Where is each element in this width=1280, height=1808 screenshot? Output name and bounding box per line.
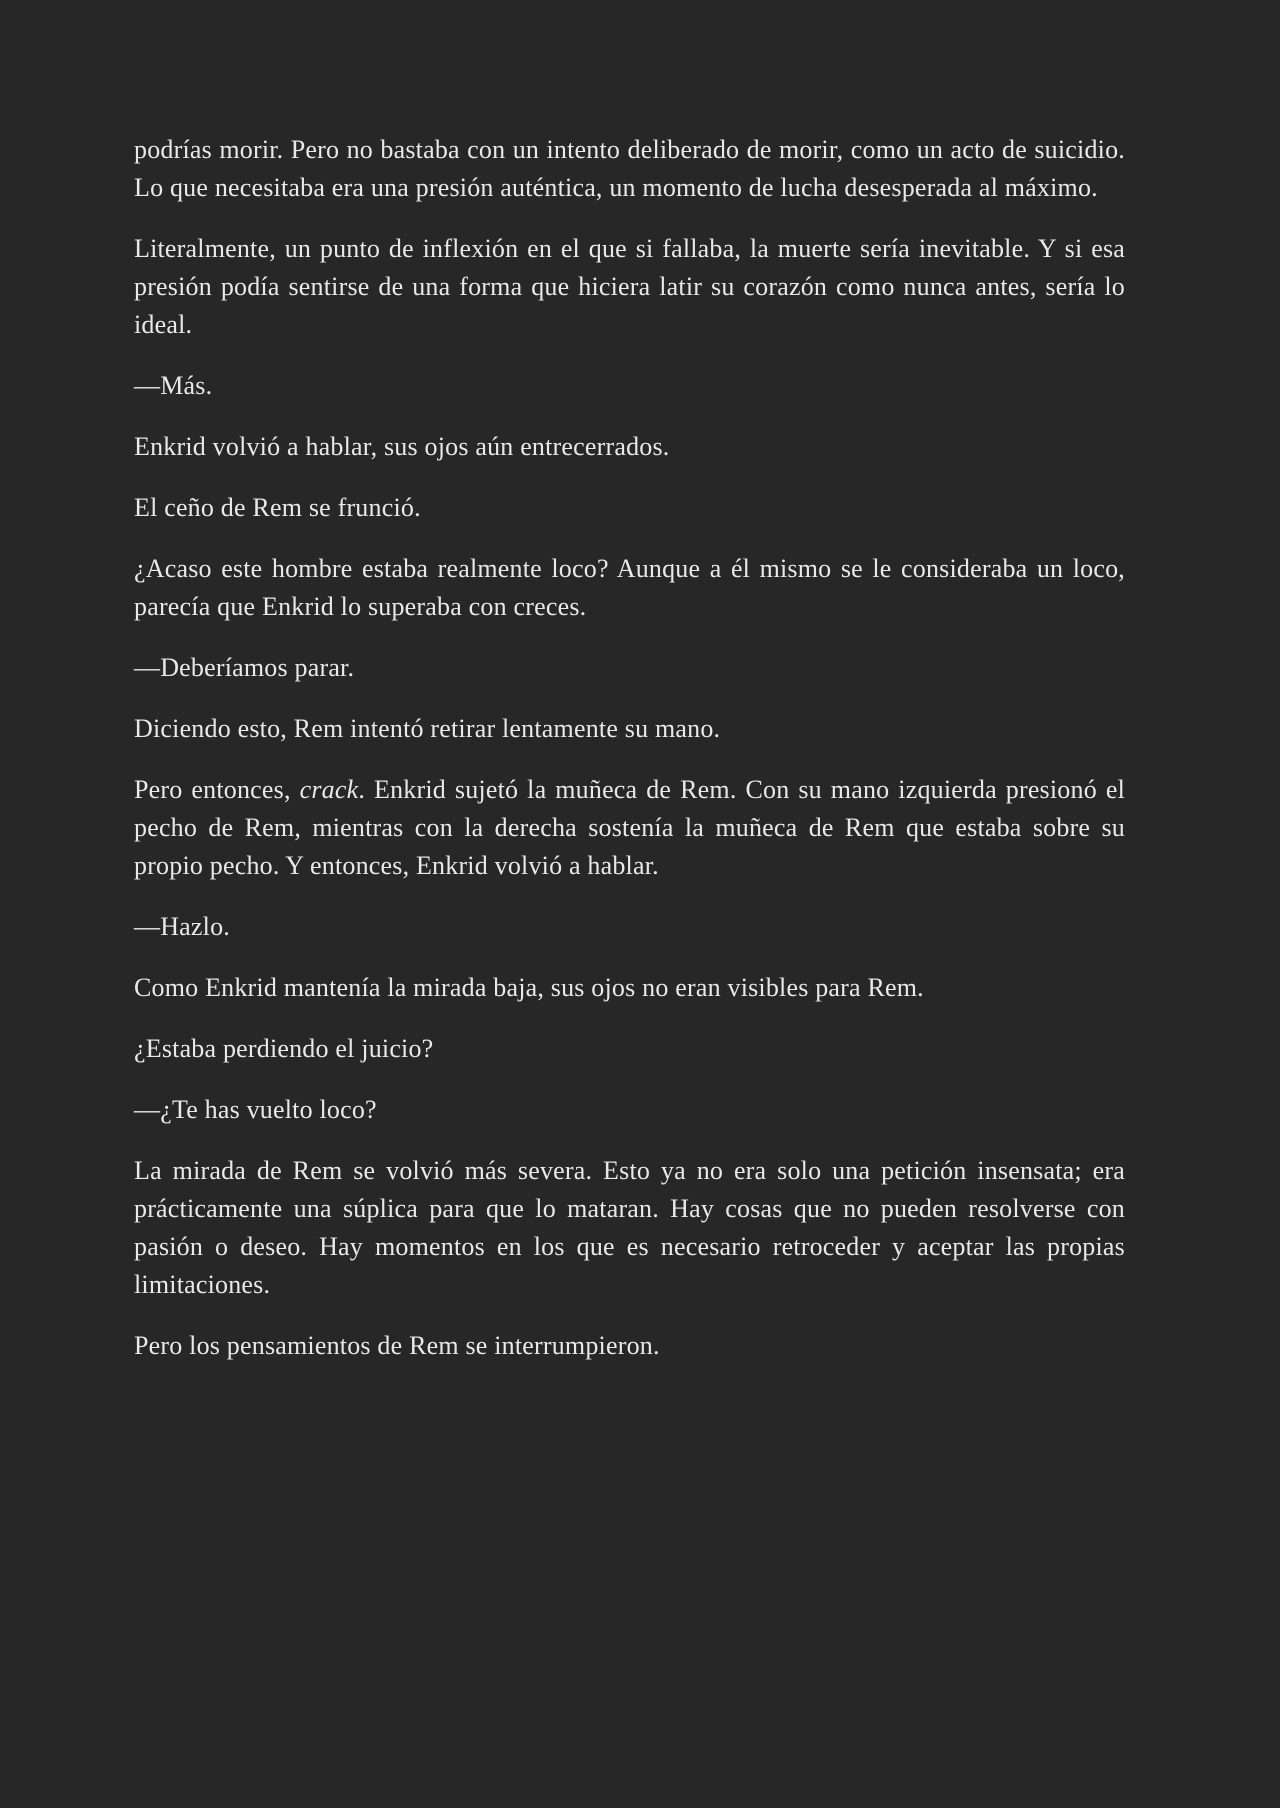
paragraph: Literalmente, un punto de inflexión en el que si fallaba, la muerte sería inevitable. Y si esa presión podía sentirse de una forma que hiciera latir su corazón como nunca antes, sería lo ideal. [134, 234, 1125, 339]
paragraph: Diciendo esto, Rem intentó retirar lentamente su mano. [134, 714, 721, 743]
paragraph-segment: . Enkrid sujetó la muñeca de Rem. Con su mano izquierda presionó el pecho de Rem, mientras con la derecha sostenía la muñeca de Rem que estaba sobre su propio pecho. Y entonces, Enkrid volvió a hablar. [134, 775, 1126, 880]
paragraph-segment: Pero entonces, [134, 775, 300, 804]
paragraph [134, 771, 1125, 885]
paragraph: Como Enkrid mantenía la mirada baja, sus ojos no eran visibles para Rem. [134, 973, 924, 1002]
paragraph: ¿Estaba perdiendo el juicio? [134, 1034, 434, 1063]
dialogue-line: —¿Te has vuelto loco? [134, 1095, 377, 1124]
paragraph: La mirada de Rem se volvió más severa. Esto ya no era solo una petición insensata; era prácticamente una súplica para que lo mataran. Hay cosas que no pueden resolverse con pasión o deseo. Hay momentos en los que es necesario retroceder y aceptar las propias limitaciones. [134, 1156, 1125, 1299]
paragraph: El ceño de Rem se frunció. [134, 493, 421, 522]
paragraph: podrías morir. Pero no bastaba con un intento deliberado de morir, como un acto de suicidio. Lo que necesitaba era una presión auténtica, un momento de lucha desesperada al máximo. [134, 135, 1125, 202]
italic-word: crack [299, 775, 359, 804]
dialogue-line: —Hazlo. [134, 912, 230, 941]
dialogue-line: —Más. [134, 371, 213, 400]
dialogue-line: —Deberíamos parar. [134, 653, 355, 682]
paragraph: ¿Acaso este hombre estaba realmente loco? Aunque a él mismo se le consideraba un loco, parecía que Enkrid lo superaba con creces. [134, 554, 1125, 621]
paragraph: Enkrid volvió a hablar, sus ojos aún entrecerrados. [134, 432, 670, 461]
paragraph: Pero los pensamientos de Rem se interrumpieron. [134, 1331, 660, 1360]
